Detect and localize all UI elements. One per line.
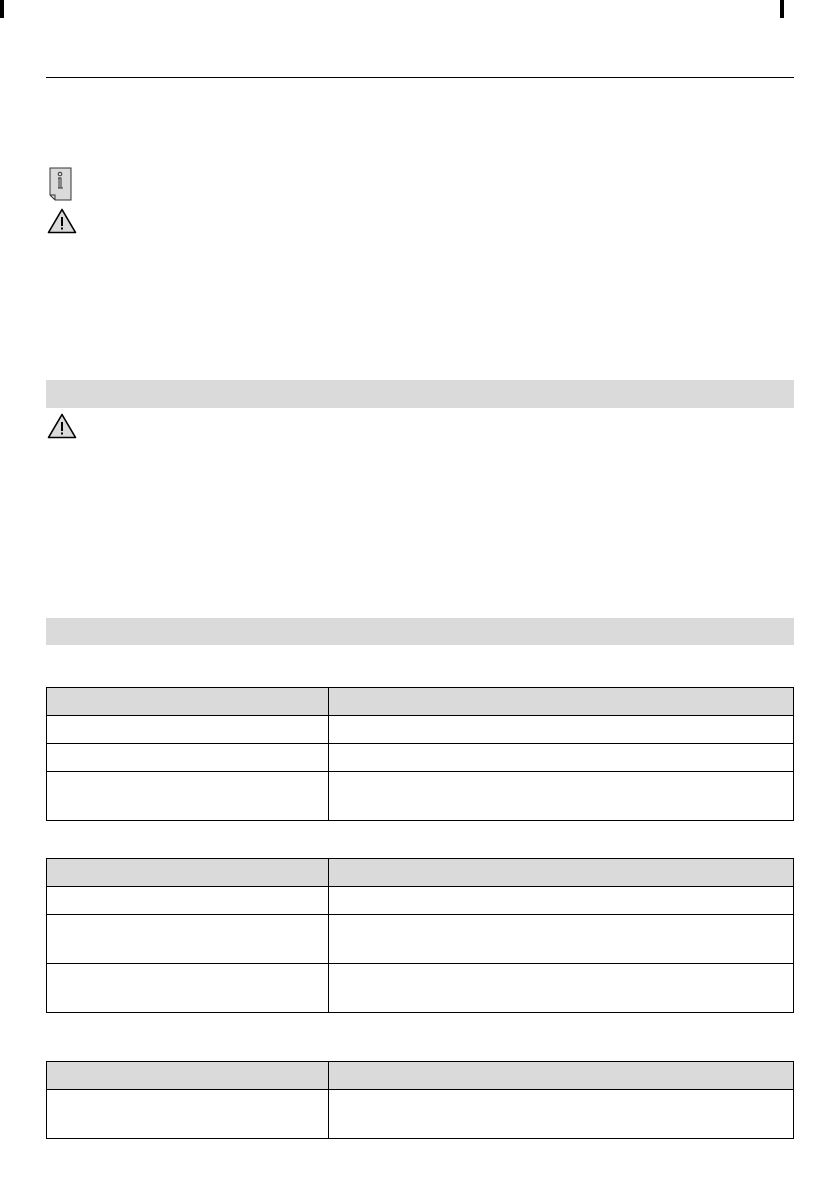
table-cell (47, 1090, 329, 1139)
info-document-icon (47, 167, 73, 201)
spec-table (46, 858, 794, 1013)
spec-table (46, 1061, 794, 1139)
table-cell (329, 716, 794, 744)
table-header-row (47, 859, 794, 887)
section-heading-band (46, 380, 794, 408)
table-row (47, 1090, 794, 1139)
table-cell (47, 772, 329, 821)
table-cell (47, 744, 329, 772)
table-cell (47, 915, 329, 964)
table-cell (47, 716, 329, 744)
table-cell (329, 1090, 794, 1139)
table-header-cell (47, 1062, 329, 1090)
crop-mark-top-left (0, 0, 4, 18)
table-row (47, 964, 794, 1013)
table-header-row (47, 1062, 794, 1090)
table-cell (329, 744, 794, 772)
section-heading-band (46, 618, 794, 645)
table-cell (47, 964, 329, 1013)
table-cell (329, 772, 794, 821)
table-cell (329, 964, 794, 1013)
header-rule (46, 77, 794, 78)
table-header-cell (329, 859, 794, 887)
table-row (47, 744, 794, 772)
warning-icon (47, 413, 77, 439)
spec-table (46, 687, 794, 821)
table-header-cell (47, 859, 329, 887)
table-row (47, 887, 794, 915)
table-header-cell (329, 1062, 794, 1090)
warning-icon (47, 208, 77, 234)
table-header-cell (329, 688, 794, 716)
table-header-row (47, 688, 794, 716)
table-header-cell (47, 688, 329, 716)
table-cell (47, 887, 329, 915)
table-cell (329, 887, 794, 915)
table-cell (329, 915, 794, 964)
table-row (47, 716, 794, 744)
table-row (47, 772, 794, 821)
table-row (47, 915, 794, 964)
crop-mark-top-right (780, 0, 784, 18)
